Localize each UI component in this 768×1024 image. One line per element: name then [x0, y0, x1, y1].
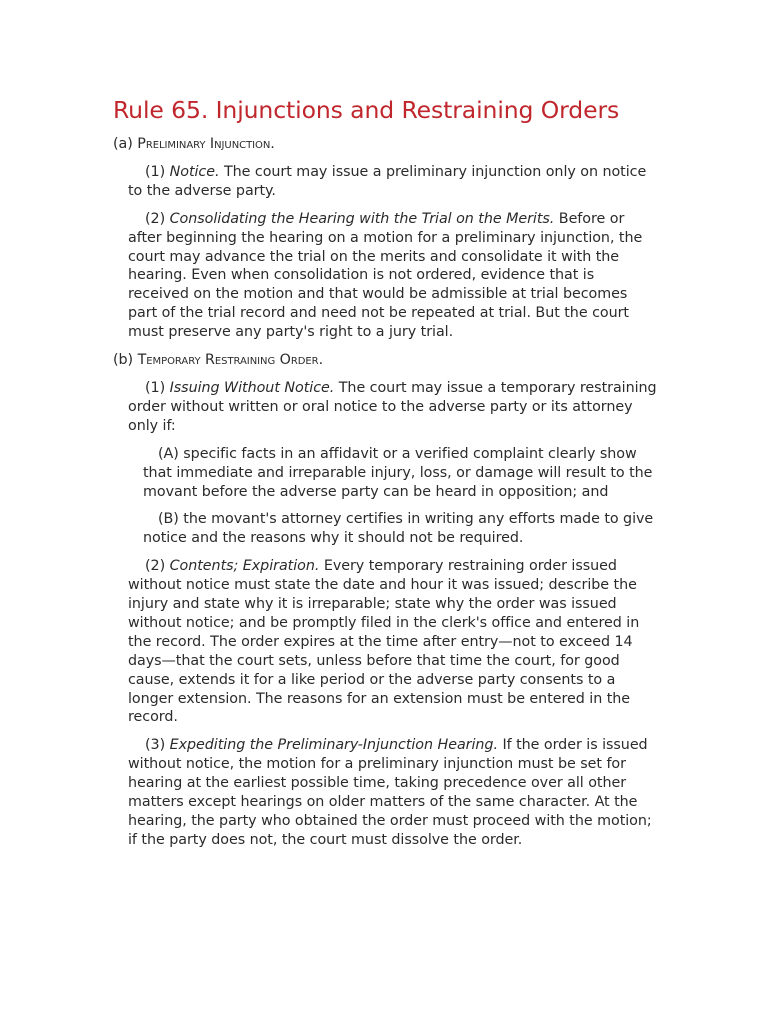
b1-marker: (1) [145, 379, 170, 396]
paragraph-b3 [113, 736, 658, 849]
document-page [113, 92, 658, 859]
b3-text: If the order is issued without notice, the motion for a preliminary injunction must be set for hearing at the earliest possible time, taking precedence over all other matters except hearings on older matters of the same character. At the hearing, the party who obtained the order must proceed with the motion; if the party does not, the court must dissolve the order. [128, 737, 652, 848]
paragraph-a1 [113, 163, 658, 201]
section-b-marker: (b) [113, 352, 138, 369]
section-a-heading [113, 135, 658, 154]
b2-text: Every temporary restraining order issued without notice must state the date and hour it was issued; describe the injury and state why it is irreparable; state why the order was issued without notice; and be promptly filed in the clerk's office and entered in the record. The order expires at the time after entry—not to exceed 14 days—that the court sets, unless before that time the court, for good cause, extends it for a like period or the adverse party consents to a longer extension. The reasons for an extension must be entered in the record. [128, 558, 640, 726]
b1A-text: (A) specific facts in an affidavit or a verified complaint clearly show that immediate and irreparable injury, loss, or damage will result to the movant before the adverse party can be heard in opposition; and [143, 445, 653, 500]
b3-heading: Expediting the Preliminary-Injunction Hearing. [169, 737, 498, 754]
section-b-heading [113, 351, 658, 370]
paragraph-b1 [113, 379, 658, 436]
b1B-text: (B) the movant's attorney certifies in writing any efforts made to give notice and the reasons why it should not be required. [143, 511, 654, 547]
a2-heading: Consolidating the Hearing with the Trial on the Merits. [169, 210, 555, 227]
section-a-title: Preliminary Injunction. [137, 136, 275, 152]
paragraph-b1B [113, 510, 658, 548]
b1-text: The court may issue a temporary restraining order without written or oral notice to the adverse party or its attorney only if: [128, 379, 657, 434]
paragraph-b2 [113, 557, 658, 727]
b1-heading: Issuing Without Notice. [169, 379, 335, 396]
a2-marker: (2) [145, 210, 170, 227]
a1-text: The court may issue a preliminary injunction only on notice to the adverse party. [128, 163, 647, 199]
a2-text: Before or after beginning the hearing on a motion for a preliminary injunction, the court may advance the trial on the merits and consolidate it with the hearing. Even when consolidation is not ordered, evidence that is received on the motion and that would be admissible at trial becomes part of the trial record and need not be repeated at trial. But the court must preserve any party's right to a jury trial. [128, 210, 643, 341]
paragraph-a2 [113, 210, 658, 342]
section-a-marker: (a) [113, 136, 138, 152]
a1-heading: Notice. [169, 163, 220, 180]
b3-marker: (3) [145, 737, 170, 754]
a1-marker: (1) [145, 163, 170, 180]
b2-heading: Contents; Expiration. [169, 558, 320, 575]
rule-title: Rule 65. Injunctions and Restraining Orders [113, 96, 620, 124]
section-b-title: Temporary Restraining Order. [137, 352, 324, 369]
paragraph-b1A [113, 445, 658, 502]
b2-marker: (2) [145, 558, 170, 575]
